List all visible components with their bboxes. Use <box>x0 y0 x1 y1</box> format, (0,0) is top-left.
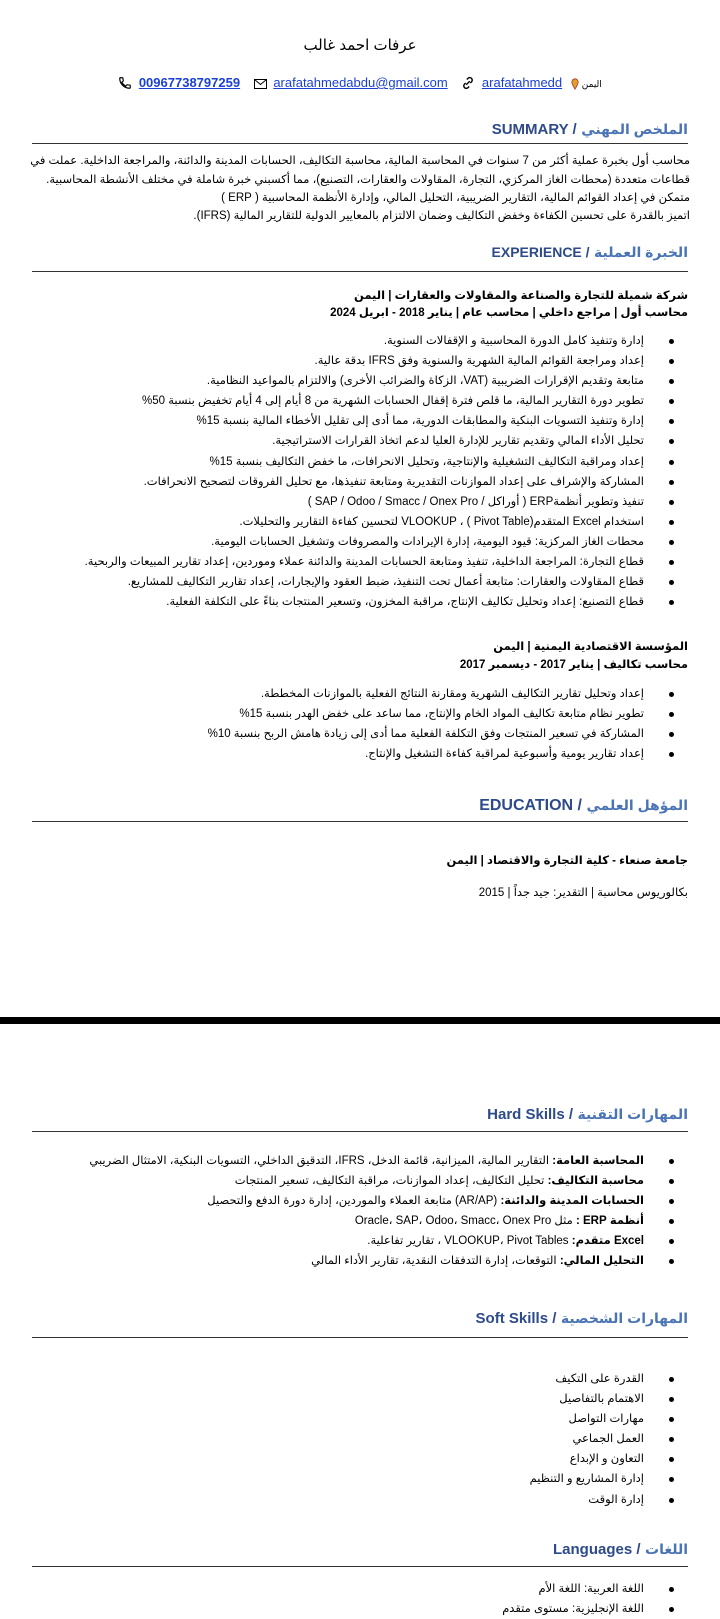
job-2-responsibilities <box>208 684 674 764</box>
list-item: إدارة المشاريع و التنظيم <box>530 1469 674 1489</box>
list-item: قطاع التجارة: المراجعة الداخلية، تنفيذ ومتابعة الحسابات المدينة والدائنة عملاء وموردين، إعداد تقارير المبيعات والربحية. <box>85 552 674 572</box>
summary-paragraph: محاسب أول بخبرة عملية أكثر من 7 سنوات في المحاسبة المالية، محاسبة التكاليف، الحسابات المدينة والدائنة، والمراجعة الداخلية. عملت في قطاعات متعددة (محطات الغاز المركزي، التجارة، المقاولات والعقارات، التصنيع)، مما أكسبني خبرة شاملة في مختلف الأنشطة المحاسبية. متمكن في إعداد القوائم المالية، التقارير الضريبية، التحليل المالي، وإدارة الأنظمة المحاسبية ( ERP ) <box>30 155 690 204</box>
location-contact <box>571 75 602 90</box>
languages-divider <box>32 1566 688 1567</box>
hard-skill-item <box>89 1231 674 1251</box>
job-2-role: محاسب تكاليف | يناير 2017 - ديسمبر 2017 <box>459 659 688 671</box>
summary-heading-en: SUMMARY / <box>491 121 577 138</box>
page-separator <box>0 1017 720 1024</box>
experience-divider <box>32 271 688 272</box>
list-item: إعداد تقارير يومية وأسبوعية لمراقبة كفاءة التشغيل والإنتاج. <box>208 744 674 764</box>
languages-heading <box>553 1541 688 1559</box>
hard-skills-list <box>89 1151 674 1272</box>
list-item: إعداد وتحليل تقارير التكاليف الشهرية ومقارنة النتائج الفعلية بالموازنات المخططة. <box>208 684 674 704</box>
job-1-role: محاسب أول | مراجع داخلي | محاسب عام | يناير 2018 - ابريل 2024 <box>330 307 688 319</box>
education-degree: بكالوريوس محاسبة | التقدير: جيد جداً | 2015 <box>478 887 688 899</box>
list-item: تحليل الأداء المالي وتقديم تقارير للإدارة العليا لدعم اتخاذ القرارات الاستراتيجية. <box>85 431 674 451</box>
languages-heading-ar: اللغات <box>645 1541 688 1557</box>
hard-skills-heading <box>487 1106 688 1124</box>
hard-skill-item <box>89 1251 674 1271</box>
email-contact <box>254 75 448 90</box>
list-item: الاهتمام بالتفاصيل <box>530 1389 674 1409</box>
resume-page-2 <box>0 1024 720 1616</box>
list-item: إعداد ومراقبة التكاليف التشغيلية والإنتاجية، وتحليل الانحرافات، ما خفض التكاليف بنسبة 15% <box>85 452 674 472</box>
hard-skills-heading-ar: المهارات التقنية <box>577 1106 688 1122</box>
list-item: اللغة الإنجليزية: مستوى متقدم <box>502 1599 674 1619</box>
hard-skill-text: التوقعات، إدارة التدفقات النقدية، تقارير الأداء المالي <box>311 1255 560 1268</box>
hard-skill-text: التقارير المالية، الميزانية، قائمة الدخل، IFRS، التدقيق الداخلي، التسويات البنكية، الامتثال الضريبي <box>89 1155 553 1167</box>
list-item: قطاع التصنيع: إعداد وتحليل تكاليف الإنتاج، مراقبة المخزون، وتسعير المنتجات بناءً على التكلفة الفعلية. <box>85 592 674 612</box>
hard-skill-label: المحاسبة العامة: <box>552 1155 644 1167</box>
hard-skill-item <box>89 1171 674 1191</box>
hard-skill-item <box>89 1211 674 1231</box>
list-item: إعداد ومراجعة القوائم المالية الشهرية والسنوية وفق IFRS بدقة عالية. <box>85 351 674 371</box>
list-item: المشاركة في تسعير المنتجات وفق التكلفة الفعلية مما أدى إلى زيادة هامش الربح بنسبة 10% <box>208 724 674 744</box>
list-item: العمل الجماعي <box>530 1429 674 1449</box>
soft-skills-heading-ar: المهارات الشخصية <box>560 1310 688 1326</box>
linkedin-icon <box>461 76 475 90</box>
email-link[interactable]: arafatahmedabdu@gmail.com <box>273 75 448 91</box>
education-heading-en: EDUCATION / <box>479 797 582 814</box>
soft-skills-heading-en: Soft Skills / <box>475 1310 557 1327</box>
list-item: محطات الغاز المركزية: قيود اليومية، إدارة الإيرادات والمصروفات وتشغيل الحسابات اليومية. <box>85 532 674 552</box>
list-item: استخدام Excel المتقدمVLOOKUP ، ( Pivot Table) لتحسين كفاءة التقارير والتحليلات. <box>85 512 674 532</box>
hard-skill-item <box>89 1151 674 1171</box>
list-item: التعاون و الإبداع <box>530 1449 674 1469</box>
email-icon <box>254 79 267 89</box>
list-item: المشاركة والإشراف على إعداد الموازنات التقديرية ومتابعة تنفيذها، مع تحليل الفروقات لتصحيح الانحرافات. <box>85 472 674 492</box>
languages-heading-en: Languages / <box>553 1541 641 1558</box>
list-item: تطوير نظام متابعة تكاليف المواد الخام والإنتاج، مما ساعد على خفض الهدر بنسبة 15% <box>208 704 674 724</box>
summary-divider <box>32 143 688 144</box>
hard-skill-label: أنظمة ERP : <box>575 1215 644 1228</box>
summary-heading <box>492 121 688 139</box>
hard-skill-text: (AR/AP) متابعة العملاء والموردين، إدارة دورة الدفع والتحصيل <box>207 1195 501 1208</box>
hard-skill-item <box>89 1191 674 1211</box>
education-heading-ar: المؤهل العلمي <box>586 797 688 813</box>
job-1-company: شركة شميلة للتجارة والصناعة والمقاولات والعقارات | اليمن <box>354 290 688 302</box>
hard-skill-text: مثل Oracle، SAP، Odoo، Smacc، Onex Pro <box>354 1215 576 1228</box>
list-item: إدارة وتنفيذ التسويات البنكية والمطابقات الدورية، مما أدى إلى تقليل الأخطاء المالية بنسبة 15% <box>85 411 674 431</box>
experience-heading-ar: الخبرة العملية <box>594 244 688 260</box>
phone-icon <box>118 76 132 90</box>
education-divider <box>32 821 688 822</box>
list-item: قطاع المقاولات والعقارات: متابعة أعمال تحت التنفيذ، ضبط العقود والإيجارات، إعداد تقارير التكاليف للمشاريع. <box>85 572 674 592</box>
location-pin-icon <box>571 78 579 90</box>
linkedin-link[interactable]: arafatahmedd <box>481 74 563 90</box>
hard-skill-label: الحسابات المدينة والدائنة: <box>500 1195 644 1208</box>
list-item: تنفيذ وتطوير أنظمةERP ( أوراكل / SAP / Odoo / Smacc / Onex Pro ) <box>85 492 674 512</box>
hard-skill-text: VLOOKUP، Pivot Tables ، تقارير تفاعلية. <box>367 1235 572 1248</box>
experience-heading <box>492 244 688 262</box>
candidate-name: عرفات احمد غالب <box>303 37 417 54</box>
contact-bar <box>0 74 720 90</box>
soft-skills-list <box>530 1369 674 1510</box>
linkedin-contact <box>461 75 562 91</box>
experience-heading-en: EXPERIENCE / <box>491 244 590 260</box>
phone-link[interactable]: 00967738797259 <box>138 74 241 90</box>
list-item: إدارة الوقت <box>530 1490 674 1510</box>
education-heading <box>479 797 688 815</box>
soft-skills-heading <box>476 1310 688 1328</box>
phone-contact <box>118 75 240 91</box>
job-1-responsibilities <box>85 331 674 612</box>
hard-skill-label: محاسبة التكاليف: <box>547 1175 644 1188</box>
list-item: القدرة على التكيف <box>530 1369 674 1389</box>
job-2-company: المؤسسة الاقتصادية اليمنية | اليمن <box>493 641 688 653</box>
hard-skills-divider <box>32 1131 688 1132</box>
list-item: تطوير دورة التقارير المالية، ما قلص فترة إقفال الحسابات الشهرية من 8 أيام إلى 4 أيام تخفيض بنسبة 50% <box>85 391 674 411</box>
hard-skill-label: Excel متقدم: <box>571 1235 644 1248</box>
soft-skills-divider <box>32 1337 688 1338</box>
hard-skill-label: التحليل المالي: <box>559 1255 644 1268</box>
list-item: مهارات التواصل <box>530 1409 674 1429</box>
summary-heading-ar: الملخص المهني <box>581 121 688 137</box>
list-item: متابعة وتقديم الإقرارات الضريبية (VAT، الزكاة والضرائب الأخرى) والالتزام بالمواعيد النظامية. <box>85 371 674 391</box>
education-institution: جامعة صنعاء - كلية التجارة والاقتصاد | اليمن <box>446 855 688 867</box>
languages-list <box>502 1579 674 1619</box>
location-text: اليمن <box>581 79 602 90</box>
summary-paragraph-2: اتميز بالقدرة على تحسين الكفاءة وخفض التكاليف وضمان الالتزام بالمعايير الدولية للتقارير المالية (IFRS). <box>193 210 690 222</box>
hard-skills-heading-en: Hard Skills / <box>487 1106 574 1123</box>
hard-skill-text: تحليل التكاليف، إعداد الموازنات، مراقبة التكاليف، تسعير المنتجات <box>234 1175 548 1188</box>
list-item: اللغة العربية: اللغة الأم <box>502 1579 674 1599</box>
list-item: إدارة وتنفيذ كامل الدورة المحاسبية و الإقفالات السنوية. <box>85 331 674 351</box>
